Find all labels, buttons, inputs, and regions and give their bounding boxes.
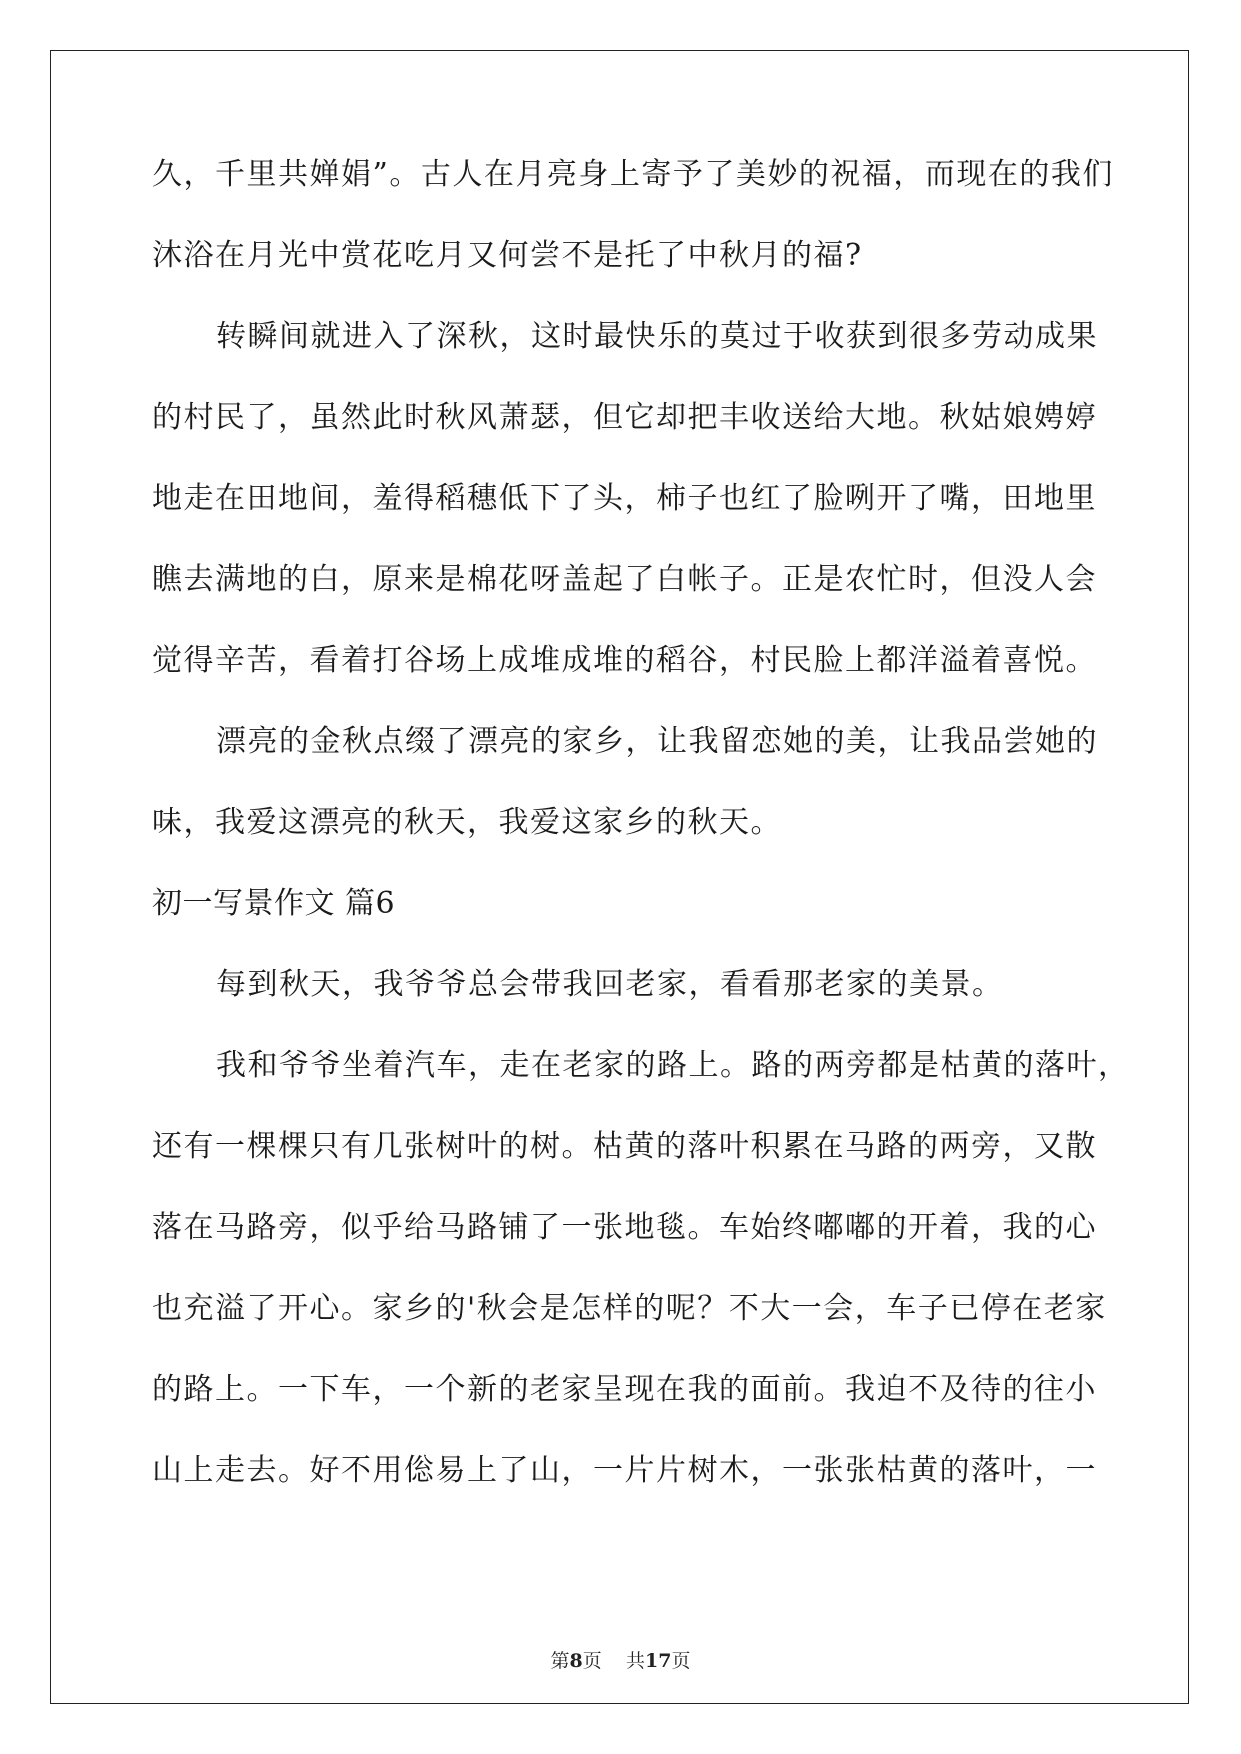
total-pages: 17 — [644, 1650, 672, 1672]
paragraph-start-line: 我和爷爷坐着汽车，走在老家的路上。路的两旁都是枯黄的落叶， — [216, 1048, 1130, 1083]
text-line: 沐浴在月光中赏花吃月又何尝不是托了中秋月的福? — [152, 238, 863, 273]
text-line: 瞧去满地的白，原来是棉花呀盖起了白帐子。正是农忙时，但没人会 — [152, 562, 1097, 597]
text-line: 的村民了，虽然此时秋风萧瑟，但它却把丰收送给大地。秋姑娘娉婷 — [152, 400, 1097, 435]
total-prefix: 共 — [625, 1650, 645, 1672]
text-line: 也充溢了开心。家乡的'秋会是怎样的呢？不大一会，车子已停在老家 — [152, 1291, 1107, 1326]
section-heading: 初一写景作文 篇6 — [152, 886, 396, 921]
paragraph-start-line: 每到秋天，我爷爷总会带我回老家，看看那老家的美景。 — [216, 967, 1004, 1002]
text-line: 落在马路旁，似乎给马路铺了一张地毯。车始终嘟嘟的开着，我的心 — [152, 1210, 1097, 1245]
total-suffix: 页 — [671, 1650, 691, 1672]
text-line: 味，我爱这漂亮的秋天，我爱这家乡的秋天。 — [152, 805, 782, 840]
paragraph-start-line: 漂亮的金秋点缀了漂亮的家乡，让我留恋她的美，让我品尝她的 — [216, 724, 1098, 759]
page-footer — [0, 1652, 1241, 1671]
paragraph-start-line: 转瞬间就进入了深秋，这时最快乐的莫过于收获到很多劳动成果 — [216, 319, 1098, 354]
page-number: 8 — [569, 1650, 583, 1672]
text-line: 还有一棵棵只有几张树叶的树。枯黄的落叶积累在马路的两旁，又散 — [152, 1129, 1097, 1164]
text-line: 觉得辛苦，看着打谷场上成堆成堆的稻谷，村民脸上都洋溢着喜悦。 — [152, 643, 1097, 678]
text-line: 久，千里共婵娟”。古人在月亮身上寄予了美妙的祝福，而现在的我们 — [152, 157, 1114, 192]
document-body — [152, 157, 1130, 1537]
text-line: 山上走去。好不用倊易上了山，一片片树木，一张张枯黄的落叶，一 — [152, 1453, 1097, 1488]
text-line: 地走在田地间，羞得稻穗低下了头，柿子也红了脸咧开了嘴，田地里 — [152, 481, 1097, 516]
page-suffix: 页 — [582, 1650, 602, 1672]
page-prefix: 第 — [550, 1650, 570, 1672]
text-line: 的路上。一下车，一个新的老家呈现在我的面前。我迫不及待的往小 — [152, 1372, 1097, 1407]
